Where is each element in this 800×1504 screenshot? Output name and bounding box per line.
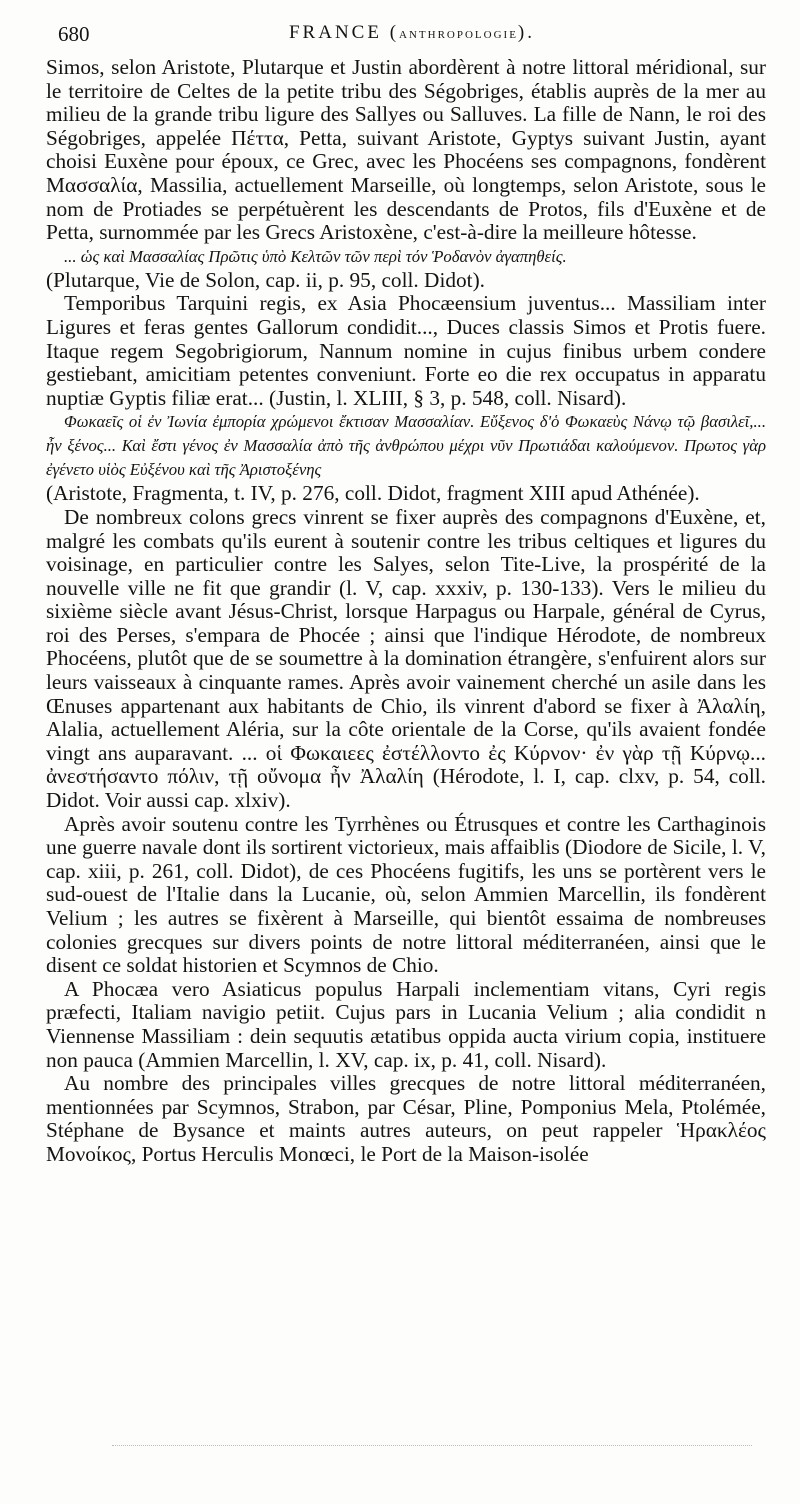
greek-quotation: Φωκαεῖς οἱ ἐν Ἰωνία ἐμπορία χρώμενοι ἔκτισαν Μασσαλίαν. Εὔξενος δ'ὁ Φωκαεὺς Νάνῳ τῷ βασιλεῖ,... ἦν ξένος... Καὶ ἔστι γένος ἐν Μασσαλία ἀπὸ τῆς ἀνθρώπου μέχρι νῦν Πρωτιάδαι καλούμενον. Πρωτος γὰρ ἐγένετο υἱὸς Εὐξένου καὶ τῆς Ἀριστοξένης [46,412,766,480]
page-body [46,56,766,1167]
paragraph: Après avoir soutenu contre les Tyrrhènes ou Étrusques et contre les Carthaginois une guerre navale dont ils sortirent victorieux, mais affaiblis (Diodore de Sicile, l. V, cap. xiii, p. 261, coll. Didot), de ces Phocéens fugitifs, les uns se portèrent vers le sud-ouest de l'Italie dans la Lucanie, où, selon Ammien Marcellin, ils fondèrent Velium ; les autres se fixèrent à Marseille, qui bientôt essaima de nombreuses colonies grecques sur divers points de notre littoral méditerranéen, ainsi que le disent ce soldat historien et Scymnos de Chio. [46,811,766,978]
paragraph: Au nombre des principales villes grecques de notre littoral méditerranéen, mentionnées par Scymnos, Strabon, par César, Pline, Pomponius Mela, Ptolémée, Stéphane de Bysance et maints autres auteurs, on peut rappeler Ἡρακλέος Μονοίκος, Portus Herculis Monœci, le Port de la Maison-isolée [46,1071,766,1166]
paragraph: De nombreux colons grecs vinrent se fixer auprès des compagnons d'Euxène, et, malgré les combats qu'ils eurent à soutenir contre les tribus celtiques et ligures du voisinage, en particulier contre les Salyes, selon Tite-Live, la prospérité de la nouvelle ville ne fit que grandir (l. V, cap. xxxiv, p. 130-133). Vers le milieu du sixième siècle avant Jésus-Christ, lorsque Harpagus ou Harpale, général de Cyrus, roi des Perses, s'empara de Phocée ; ainsi que l'indique Hérodote, de nombreux Phocéens, plutôt que de se soumettre à la domination étrangère, s'enfuirent alors sur leurs vaisseaux à cinquante rames. Après avoir vainement cherché un asile dans les Œnuses appartenant aux habitants de Chio, ils vinrent d'abord se fixer à Ἀλαλίη, Alalia, actuellement Aléria, sur la côte orientale de la Corse, qu'ils avaient fondée vingt ans auparavant. ... οἱ Φωκαιεες ἐστέλλοντο ἐς Κύρνον· ἐν γὰρ τῇ Κύρνῳ... ἀνεστήσαντο πόλιν, τῇ οὔνομα ἦν Ἀλαλίη (Hérodote, l. I, cap. clxv, p. 54, coll. Didot. Voir aussi cap. xlxiv). [46,504,766,813]
latin-quotation: A Phocæa vero Asiaticus populus Harpali inclementiam vitans, Cyri regis præfecti, Italiam navigio petiit. Cujus pars in Lucania Velium ; alia condidit n Viennense Massiliam : dein sequutis ætatibus oppida aucta virium copia, instituere non pauca (Ammien Marcellin, l. XV, cap. ix, p. 41, coll. Nisard). [46,976,766,1072]
footer-rule [112,1445,752,1446]
paragraph: Simos, selon Aristote, Plutarque et Justin abordèrent à notre littoral méridional, sur le territoire de Celtes de la petite tribu des Ségobriges, établis auprès de la mer au milieu de la grande tribu ligure des Sallyes ou Salluves. La fille de Nann, le roi des Ségobriges, appelée Πέττα, Petta, suivant Aristote, Gyptys suivant Justin, ayant choisi Euxène pour époux, ce Grec, avec les Phocéens ses compagnons, fondèrent Μασσαλία, Massilia, actuellement Marseille, où longtemps, selon Aristote, sous le nom de Protiades se perpétuèrent les descendants de Protos, fils d'Euxène et de Petta, surnommée par les Grecs Aristoxène, c'est-à-dire la meilleure hôtesse. [46,55,766,245]
paragraph: (Aristote, Fragmenta, t. IV, p. 276, coll. Didot, fragment XIII apud Athénée). [46,481,700,506]
greek-quotation: ... ὡς καὶ Μασσαλίας Πρῶτις ὑπὸ Κελτῶν τῶν περὶ τόν Ῥοδανὸν ἀγαπηθείς. [64,246,567,266]
latin-quotation: Temporibus Tarquini regis, ex Asia Phocæensium juventus... Massiliam inter Ligures et feras gentes Gallorum condidit..., Duces classis Simos et Protis fuere. Itaque regem Segobrigiorum, Nannum nomine in cujus finibus urbem condere gestiebant, amicitiam petentes conveniunt. Forte eo die rex occupatus in apparatu nuptiæ Gyptis filiæ erat... (Justin, l. XLIII, § 3, p. 548, coll. Nisard). [46,291,766,410]
running-title-main: FRANCE ( [288,22,400,43]
running-title-close: ). [517,22,535,43]
running-title [58,22,766,44]
running-title-subtitle: anthropologie [399,26,518,42]
paragraph: (Plutarque, Vie de Solon, cap. ii, p. 95, coll. Didot). [46,267,485,292]
page-number: 680 [58,22,90,46]
